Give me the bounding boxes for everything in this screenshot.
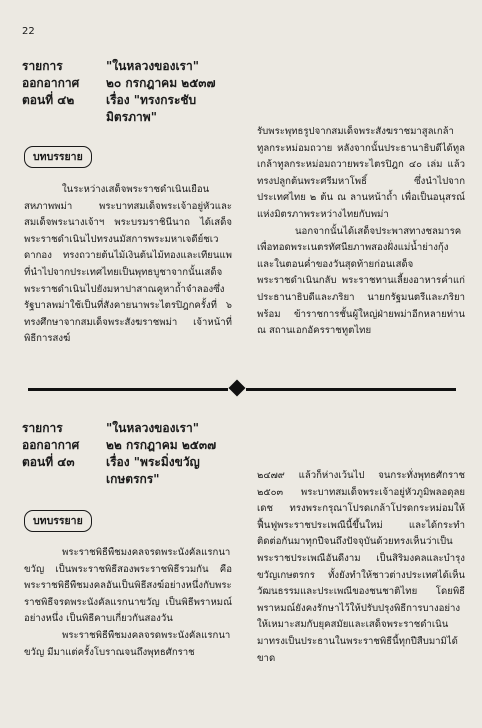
program-label: รายการ <box>22 421 63 435</box>
episode-title-cont: มิตรภาพ" <box>106 110 157 124</box>
section2-right-text: ๒๔๗๙ แล้วก็ห่างเว้นไป จนกระทั่งพุทธศักราช ๒๕๐๓ พระบาทสมเด็จพระเจ้าอยู่หัวภูมิพลอดุลยเดช ทรงพระกรุณาโปรดเกล้าโปรดกระหม่อมให้ฟื้นฟูพระราชประเพณีนี้ขึ้นใหม่ และได้กระทำติดต่อกันมาทุกปีจนถึงปัจจุบันด้วยทรงเห็นว่าเป็นพระราชประเพณีอันดีงาม เป็นสิริมงคลและบำรุงขวัญเกษตรกร ทั้งยังทำให้ชาวต่างประเทศได้เห็นวัฒนธรรมและประเพณีของชนชาติไทย โดยพิธีพราหมณ์ยังคงรักษาไว้ให้ปรับปรุงพิธีการบางอย่างให้เหมาะสมกับยุคสมัยและเสด็จพระราชดำเนินมาทรงเป็นประธานในพระราชพิธีนี้ทุกปีสืบมามิได้ขาด <box>257 470 465 664</box>
section1-right-text: รับพระพุทธรูปจากสมเด็จพระสังฆราชมาสูลเกล้าทูลกระหม่อมถวาย หลังจากนั้นประธานาธิบดีได้ทูลเกล้าทูลกระหม่อมถวายพระไตรปิฎก ๔๐ เล่ม แล้วทรงปลูกต้นพระศรีมหาโพธิ์ ซึ่งนำไปจากประเทศไทย ๒ ต้น ณ ลานหน้าถ้ำ เพื่อเป็นอนุสรณ์แห่งมิตรภาพระหว่างไทยกับพม่า นอกจากนั้นได้เสด็จประพาสทางชลมารค เพื่อทอดพระเนตรทัศนียภาพสองฝั่งแม่น้ำย่างกุ้งและในตอนค่ำของวันสุดท้ายก่อนเสด็จพระราชดำเนินกลับ พระราชทานเลี้ยงอาหารค่ำแก่ประธานาธิบดีและภริยา นายกรัฐมนตรีและภริยาพร้อม ข้าราชการชั้นผู้ใหญ่ฝ่ายพม่าอีกหลายท่าน ณ สถานเอกอัครราชทูตไทย <box>257 126 465 337</box>
episode-label: ตอนที่ ๔๓ <box>22 455 75 469</box>
narration-tag: บทบรรยาย <box>24 510 92 532</box>
section2-header <box>22 420 216 488</box>
program-value: "ในหลวงของเรา" <box>106 59 199 73</box>
section2-left-text: พระราชพิธีพืชมงคลจรดพระนังคัลแรกนาขวัญ เป็นพระราชพิธีสองพระราชพิธีรวมกัน คือพระราชพิธีพืชมงคลอันเป็นพิธีสงฆ์อย่างหนึ่งกับพระราชพิธีจรดพระนังคัลแรกนาขวัญ เป็นพิธีพราหมณ์อย่างหนึ่ง เป็นพิธีคาบเกี่ยวกันสองวัน พระราชพิธีพืชมงคลจรดพระนังคัลแรกนาขวัญ มีมาแต่ครั้งโบราณจนถึงพุทธศักราช <box>24 547 232 658</box>
page-number: 22 <box>22 26 35 37</box>
air-date: ๒๒ กรกฎาคม ๒๕๓๗ <box>106 438 217 452</box>
divider-ornament <box>229 380 246 397</box>
divider-left <box>28 388 228 391</box>
episode-title-cont: เกษตรกร" <box>106 472 160 486</box>
section1-header <box>22 58 216 126</box>
episode-label: ตอนที่ ๔๒ <box>22 93 75 107</box>
divider-right <box>246 388 456 391</box>
air-label: ออกอากาศ <box>22 76 80 90</box>
program-value: "ในหลวงของเรา" <box>106 421 199 435</box>
section1-left-text: ในระหว่างเสด็จพระราชดำเนินเยือนสหภาพพม่า พระบาทสมเด็จพระเจ้าอยู่หัวและสมเด็จพระนางเจ้าฯ พระบรมราชินีนาถ ได้เสด็จพระราชดำเนินไปทรงนมัสการพระมหาเจดีย์ชเวดากอง ทรงถวายต้นไม้เงินต้นไม้ทองและเทียนแพ ที่นำไปจากประเทศไทยเป็นพุทธบูชาจากนั้นเสด็จพระราชดำเนินไปยังมหาปาสาณคูหาถ้ำจำลองซึ่งรัฐบาลพม่าใช้เป็นที่สังคายนาพระไตรปิฎกครั้งที่ ๖ ทรงศึกษาจากสมเด็จพระสังฆราชพม่า เจ้าหน้าที่พิธีการสงฆ์ <box>24 184 232 345</box>
narration-tag: บทบรรยาย <box>24 146 92 168</box>
program-label: รายการ <box>22 59 63 73</box>
air-date: ๒๐ กรกฎาคม ๒๕๓๗ <box>106 76 216 90</box>
air-label: ออกอากาศ <box>22 438 80 452</box>
episode-title: เรื่อง "พระมิ่งขวัญ <box>106 455 200 469</box>
episode-title: เรื่อง "ทรงกระชับ <box>106 93 197 107</box>
